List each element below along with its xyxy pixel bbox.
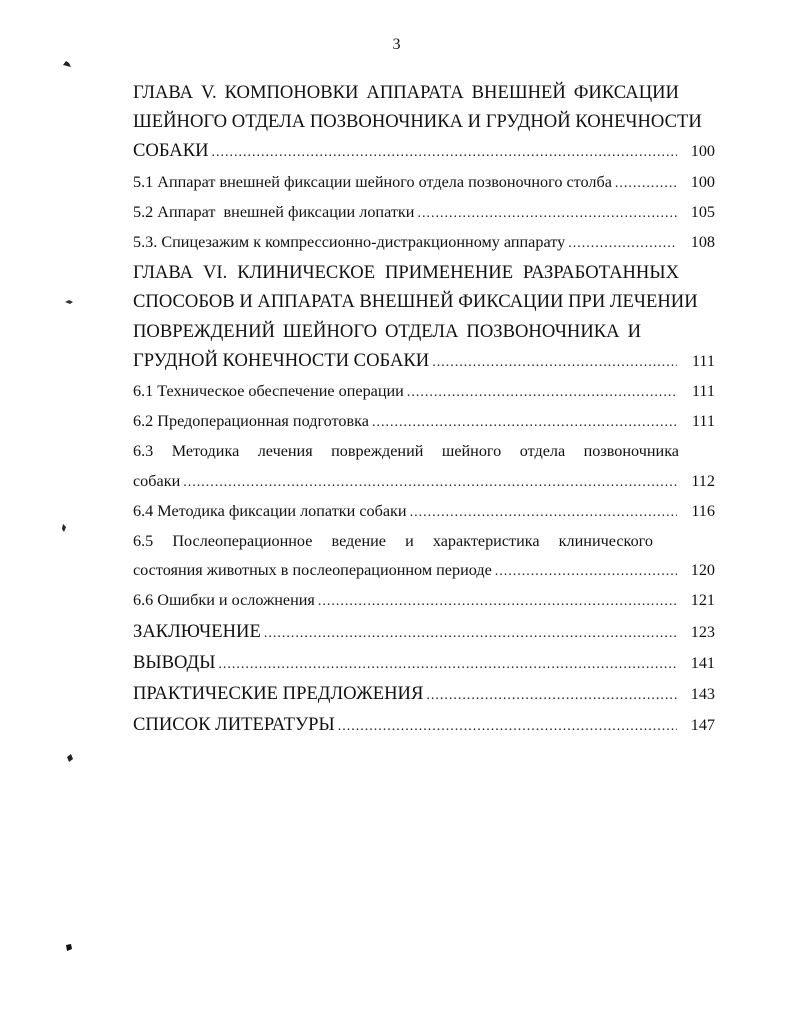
toc-entry-page: 112 — [691, 471, 715, 490]
toc-entry-page: 108 — [690, 233, 715, 252]
dot-leader — [410, 498, 677, 527]
toc-entry-page: 143 — [690, 685, 715, 704]
dot-leader — [338, 712, 677, 741]
scan-speck-mark — [62, 59, 72, 69]
dot-leader — [218, 650, 677, 679]
dot-leader — [432, 348, 677, 377]
toc-entry-conclusion — [133, 617, 715, 648]
toc-entry-page: 100 — [690, 172, 715, 191]
toc-entry-title: ГЛАВА VI. КЛИНИЧЕСКОЕ ПРИМЕНЕНИЕ РАЗРАБОТАННЫХ — [133, 262, 679, 284]
toc-entry-page: 147 — [690, 716, 715, 735]
dot-leader — [417, 199, 677, 228]
scan-speck-mark — [64, 942, 74, 952]
toc-entry-page: 120 — [690, 561, 715, 580]
toc-entry-5-3 — [133, 228, 715, 258]
toc-entry-title: 6.5 Послеоперационное ведение и характеристика клинического — [133, 532, 653, 551]
toc-entry-6-2 — [133, 407, 715, 437]
page-number: 3 — [392, 36, 401, 53]
scan-speck-mark — [65, 753, 75, 763]
toc-entry-title: ПРАКТИЧЕСКИЕ ПРЕДЛОЖЕНИЯ — [133, 683, 424, 705]
dot-leader — [495, 557, 677, 586]
toc-entry-title: ВЫВОДЫ — [133, 651, 216, 673]
toc-entry-page: 105 — [690, 202, 715, 221]
toc-entry-page: 141 — [690, 653, 715, 672]
toc-entry-page: 123 — [690, 622, 715, 641]
toc-entry-6-5 — [133, 527, 715, 586]
dot-leader — [264, 619, 677, 648]
toc-entry-6-1 — [133, 377, 715, 407]
dot-leader — [407, 378, 677, 407]
toc-entry-title: 6.1 Техническое обеспечение операции — [133, 382, 404, 401]
toc-entry-title: СОБАКИ — [133, 140, 209, 162]
toc-entry-page: 121 — [690, 591, 715, 610]
toc-entry-findings — [133, 648, 715, 679]
toc-entry-page: 111 — [691, 412, 715, 431]
toc-entry-title: 6.3 Методика лечения повреждений шейного отдела позвоночника — [133, 442, 679, 461]
toc-entry-6-6 — [133, 586, 715, 616]
dot-leader — [318, 587, 677, 616]
dot-leader — [615, 169, 677, 198]
toc-entry-title: 6.2 Предоперационная подготовка — [133, 412, 369, 431]
toc-entry-page: 116 — [691, 501, 715, 520]
table-of-contents — [133, 78, 715, 741]
toc-entry-title: ГРУДНОЙ КОНЕЧНОСТИ СОБАКИ — [133, 349, 430, 371]
dot-leader — [426, 681, 677, 710]
toc-entry-page: 100 — [690, 142, 715, 161]
toc-entry-title: ШЕЙНОГО ОТДЕЛА ПОЗВОНОЧНИКА И ГРУДНОЙ КОНЕЧНОСТИ — [133, 111, 702, 133]
toc-entry-title: 5.2 Аппарат внешней фиксации лопатки — [133, 202, 415, 221]
toc-entry-title: 5.1 Аппарат внешней фиксации шейного отдела позвоночного столба — [133, 172, 612, 191]
scan-speck-mark — [64, 297, 74, 307]
toc-entry-chapter-6 — [133, 258, 715, 377]
toc-entry-page: 111 — [691, 351, 715, 370]
toc-entry-references — [133, 710, 715, 741]
toc-entry-title: ПОВРЕЖДЕНИЙ ШЕЙНОГО ОТДЕЛА ПОЗВОНОЧНИКА И — [133, 320, 641, 342]
toc-entry-title: 6.6 Ошибки и осложнения — [133, 591, 315, 610]
toc-entry-title: СПИСОК ЛИТЕРАТУРЫ — [133, 714, 335, 736]
toc-entry-title: СПОСОБОВ И АППАРАТА ВНЕШНЕЙ ФИКСАЦИИ ПРИ ЛЕЧЕНИИ — [133, 291, 698, 313]
toc-entry-6-3 — [133, 437, 715, 496]
toc-entry-title: 5.3. Спицезажим к компрессионно-дистракционному аппарату — [133, 233, 566, 252]
toc-entry-6-4 — [133, 497, 715, 527]
toc-entry-practical — [133, 679, 715, 710]
toc-entry-title: ГЛАВА V. КОМПОНОВКИ АППАРАТА ВНЕШНЕЙ ФИКСАЦИИ — [133, 82, 679, 103]
toc-entry-chapter-5 — [133, 78, 715, 168]
toc-entry-title: 6.4 Методика фиксации лопатки собаки — [133, 501, 407, 520]
dot-leader — [183, 468, 677, 497]
toc-entry-title: ЗАКЛЮЧЕНИЕ — [133, 620, 261, 642]
toc-entry-title: собаки — [133, 471, 181, 490]
scan-speck-mark — [60, 523, 70, 533]
toc-entry-title: состояния животных в послеоперационном периоде — [133, 561, 492, 580]
dot-leader — [372, 408, 677, 437]
dot-leader — [568, 229, 677, 258]
toc-entry-page: 111 — [691, 382, 715, 401]
toc-entry-5-1 — [133, 168, 715, 198]
toc-entry-5-2 — [133, 198, 715, 228]
dot-leader — [212, 138, 677, 167]
